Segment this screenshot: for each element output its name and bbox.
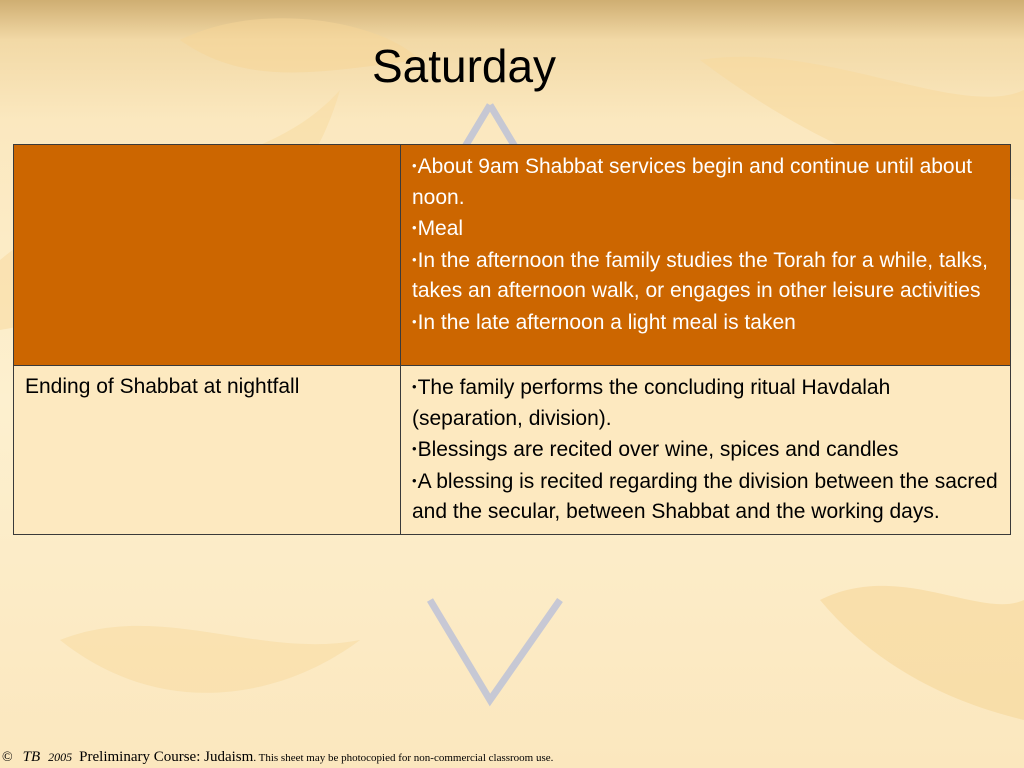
course-name: Preliminary Course: Judaism: [79, 749, 254, 765]
copyright-symbol: ©: [2, 750, 13, 765]
table-row: [14, 145, 1011, 366]
bullet-item: •In the late afternoon a light meal is taken: [412, 310, 796, 334]
bullet-icon: •: [412, 220, 417, 235]
table-row: [14, 366, 1011, 535]
row-label: [14, 145, 401, 366]
diamond-outline-bottom: [430, 600, 560, 700]
row-details: [401, 145, 1011, 366]
bullet-icon: •: [412, 379, 417, 394]
footer: [2, 748, 553, 766]
author-initials: TB: [22, 749, 41, 765]
bullet-item: •About 9am Shabbat services begin and continue until about noon.: [412, 155, 973, 209]
photocopy-note: . This sheet may be photocopied for non-commercial classroom use.: [253, 752, 554, 764]
bullet-item: •A blessing is recited regarding the division between the sacred and the secular, between Shabbat and the working days.: [412, 469, 998, 523]
footer-year: 2005: [48, 750, 73, 764]
bullet-icon: •: [412, 441, 417, 456]
leaf-shape-right-low: [820, 586, 1024, 720]
bullet-icon: •: [412, 313, 417, 329]
leaf-shape-bottom-left: [60, 626, 360, 693]
bullet-item: •Meal: [412, 217, 464, 240]
bullet-item: •In the afternoon the family studies the Torah for a while, talks, takes an afternoon walk, or engages in other leisure activities: [412, 248, 988, 302]
slide-title: Saturday: [371, 40, 557, 92]
bullet-icon: •: [412, 158, 417, 173]
bullet-item: •The family performs the concluding ritual Havdalah (separation, division).: [412, 376, 891, 430]
row-details: [401, 366, 1011, 535]
row-label: Ending of Shabbat at nightfall: [14, 366, 401, 535]
schedule-table: [13, 144, 1011, 535]
bullet-icon: •: [412, 251, 417, 267]
bullet-item: •Blessings are recited over wine, spices and candles: [412, 438, 899, 461]
bullet-icon: •: [412, 472, 417, 488]
